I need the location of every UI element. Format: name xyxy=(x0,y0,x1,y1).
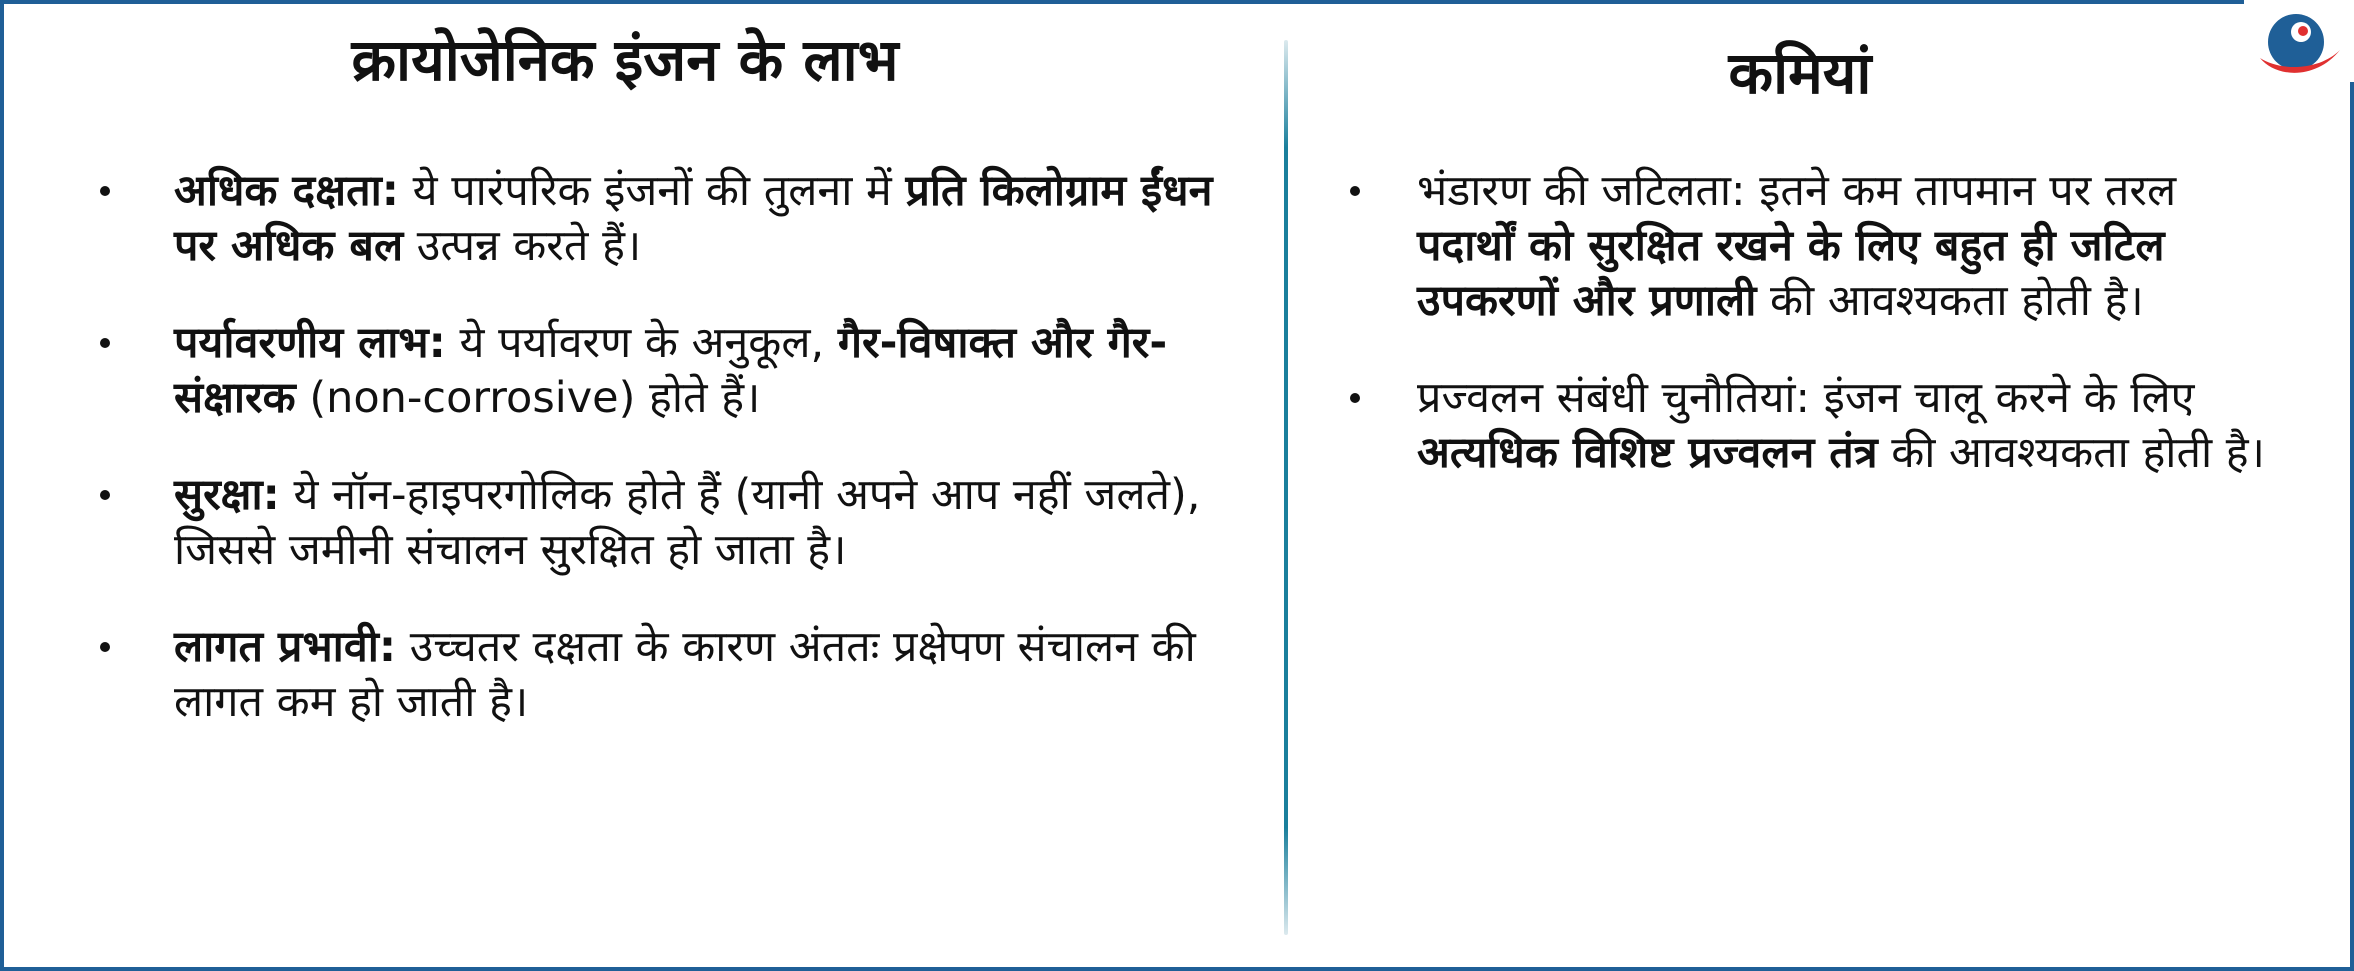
list-item xyxy=(90,316,1220,426)
item-title: पर्यावरणीय लाभ: xyxy=(174,318,446,368)
item-text: ये पर्यावरण के अनुकूल, xyxy=(445,318,838,368)
item-emphasis: पदार्थों को सुरक्षित रखने के लिए बहुत ही जटिल उपकरणों और प्रणाली xyxy=(1417,221,2165,326)
item-text: भंडारण की जटिलता: इतने कम तापमान पर तरल xyxy=(1417,166,2177,216)
item-title: अधिक दक्षता: xyxy=(174,166,399,216)
column-divider xyxy=(1284,40,1288,935)
item-text: ये नॉन-हाइपरगोलिक होते हैं (यानी अपने आप नहीं जलते), जिससे जमीनी संचालन सुरक्षित हो जाता है। xyxy=(174,470,1201,575)
bullet-icon xyxy=(100,338,110,348)
item-text: की आवश्यकता होती है। xyxy=(1877,428,2265,478)
page-frame-right xyxy=(2350,82,2354,971)
drawbacks-list xyxy=(1335,164,2265,523)
list-item xyxy=(90,468,1220,578)
list-item xyxy=(1335,371,2265,481)
item-emphasis: अत्यधिक विशिष्ट प्रज्वलन तंत्र xyxy=(1417,428,1878,478)
advantages-list xyxy=(90,164,1220,772)
item-text: उच्चतर दक्षता के कारण अंततः प्रक्षेपण संचालन की लागत कम हो जाती है। xyxy=(174,622,1196,727)
drawbacks-heading: कमियां xyxy=(1728,39,1872,107)
list-item xyxy=(90,164,1220,274)
bullet-icon xyxy=(1350,186,1360,196)
list-item xyxy=(90,620,1220,730)
item-text: (non-corrosive) होते हैं। xyxy=(295,373,761,423)
advantages-heading: क्रायोजेनिक इंजन के लाभ xyxy=(351,26,899,94)
bullet-icon xyxy=(100,642,110,652)
brand-logo-icon xyxy=(2256,6,2342,80)
item-text: उत्पन्न करते हैं। xyxy=(403,221,642,271)
item-text: प्रज्वलन संबंधी चुनौतियां: इंजन चालू करने के लिए xyxy=(1417,373,2195,423)
bullet-icon xyxy=(1350,393,1360,403)
item-text: की आवश्यकता होती है। xyxy=(1756,276,2144,326)
item-emphasis: प्रति किलोग्राम ईंधन पर अधिक बल xyxy=(174,166,1213,271)
item-title: सुरक्षा: xyxy=(174,470,280,520)
list-item xyxy=(1335,164,2265,329)
item-text: ये पारंपरिक इंजनों की तुलना में xyxy=(398,166,906,216)
bullet-icon xyxy=(100,490,110,500)
item-title: लागत प्रभावी: xyxy=(174,622,397,672)
bullet-icon xyxy=(100,186,110,196)
item-emphasis: गैर-विषाक्त और गैर-संक्षारक xyxy=(174,318,1168,423)
